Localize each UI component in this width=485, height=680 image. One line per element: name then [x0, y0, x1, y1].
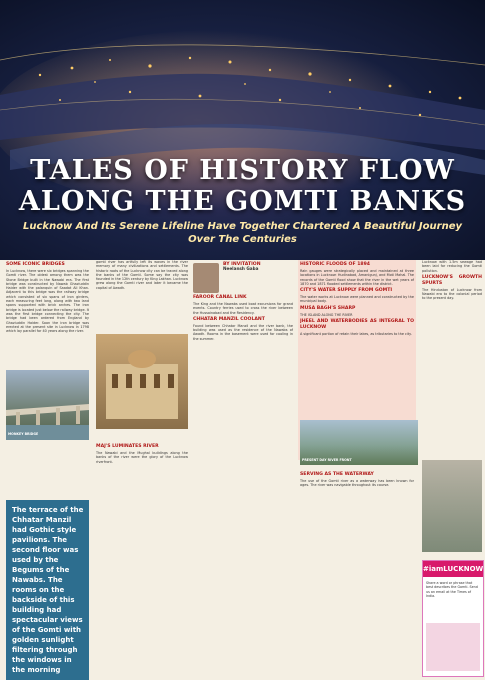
byline-label: BY INVITATION — [223, 262, 261, 267]
paragraph: In Lucknow, there were six bridges spanning the Gomti river. The oldest among them was the Stone Bridge built in the Nawabi era. The first bridge was constructed by Nawab Ghaziuddin Haider with the palanquin of Saadat Ali Khan. Adjacent to this bridge was the railway bridge which consisted of six spans of iron girders, each measuring feet long, along with two land spans supported with brick arches. The iron bridge is located just below the railway bridge. It was the first bridge connecting the city. The bridge had been ordered from England by Ghaziuddin Haider. Soon the iron bridge was erected at the present site in Lucknow in 1798 which lay parallel for 40 years along the river. — [6, 269, 89, 334]
paragraph: Found between Chhatar Manzil and the river bank, the building was used as the residence of the Nawabs of Awadh. Rooms in the basement were used for cooling in the summer. — [193, 323, 293, 341]
section-heading: SERVING AS THE WATERWAY — [300, 472, 374, 477]
paragraph: The use of the Gomti river as a waterway has been known for ages. The river was navigable throughout its course. — [300, 479, 414, 488]
promo-box — [422, 560, 484, 677]
section-heading: CHHATAR MANZIL COOLANT — [193, 316, 265, 322]
paragraph: Rain gauges were strategically placed and maintained at three locations in Lucknow: Hudinabad, Amanigunj, and Moti Mahal. The records of the Gomti flood show that the river in the wet years of 1870 and 1871 flooded settlements within the district. — [300, 269, 414, 286]
section-heading: MAJ'S LUMINATES RIVER — [96, 444, 159, 450]
paragraph: The King and the Nawabs used boat excursions for grand events. Country ferries used to cross the river between the Hussainabad and the Residency. — [193, 302, 293, 315]
article-body — [0, 260, 485, 680]
byline-name: Neelansh Gaba — [223, 266, 259, 272]
section-heading: SOME ICONIC BRIDGES — [6, 262, 65, 267]
column-2 — [96, 260, 188, 670]
sidebar-quote: The terrace of the Chhatar Manzil had Gothic style pavilions. The second floor was used by the Begums of the Nawabs. The rooms on the backside of this building had spectacular views of the Gomti with golden sunlight filtering through the windows in the morning — [12, 506, 84, 674]
sidebar-box — [6, 500, 89, 680]
section-heading: CITY'S WATER SUPPLY FROM GOMTI — [300, 288, 393, 294]
paragraph: THE ISLAND ALONG THE RIVER — [300, 312, 353, 317]
section-heading: FAROOR CANAL LINK — [193, 295, 247, 300]
column-5 — [300, 470, 414, 510]
paragraph: The Hindustan of Lucknow from Nawabi era to the colonial period to the present day. — [422, 287, 482, 300]
growth-photo — [422, 460, 482, 552]
riverfront-photo — [300, 420, 418, 465]
headline-line-1: TALES OF HISTORY FLOW — [30, 155, 455, 186]
author-photo — [193, 263, 219, 293]
monkey-bridge-photo — [6, 370, 89, 440]
promo-graphic — [426, 623, 480, 671]
paragraph: The water works at Lucknow were planned and constructed by the municipal body. — [300, 295, 414, 304]
section-heading: JHEEL AND WATERBODIES AS INTEGRAL TO LUCKNOW — [300, 319, 414, 331]
photo-caption: PRESENT DAY RIVER FRONT — [302, 458, 352, 462]
headline-subtitle: Lucknow And Its Serene Lifeline Have Together Chartered A Beautiful Journey Over The Centuries — [23, 221, 462, 245]
paragraph: A significant portion of retain their lakes, as tributaries to the city. — [300, 332, 412, 337]
hero-night-image — [0, 0, 485, 260]
headline-line-2: ALONG THE GOMTI BANKS — [18, 186, 467, 217]
section-heading: LUCKNOW'S GROWTH SPURTS — [422, 274, 482, 286]
column-6 — [422, 260, 482, 300]
photo-caption: MONKEY BRIDGE — [8, 432, 39, 436]
column-4 — [300, 260, 414, 670]
section-heading: HISTORIC FLOODS OF 1894 — [300, 262, 370, 267]
paragraph: gomti river has artfully left its waves in the river memory of many civilizations and settlements. The historic roots of the Lucknow city can be traced along the banks of the Gomti. Some say the city was founded in the 12th century by King Lakhan. Lucknow grew along the Gomti river and later it became the capital of Awadh. — [96, 260, 188, 290]
chhatar-manzil-photo — [96, 334, 188, 429]
section-heading: MUSA BAGH'S SHARP — [300, 305, 356, 311]
promo-text: Share a word or phrase that best describes the Gomti. Send us an email at the Times of India. — [426, 581, 478, 598]
paragraph: The Nawabi and the Mughal buildings along the banks of the river were the glory of the Lucknow riverfront. — [96, 451, 188, 464]
byline-block — [193, 263, 293, 293]
column-3 — [193, 260, 293, 670]
promo-hashtag: #iamLUCKNOW — [423, 561, 483, 577]
paragraph: Lucknow with 1.5m sewage had been laid for reducing the Gomti pollution. — [422, 260, 482, 273]
